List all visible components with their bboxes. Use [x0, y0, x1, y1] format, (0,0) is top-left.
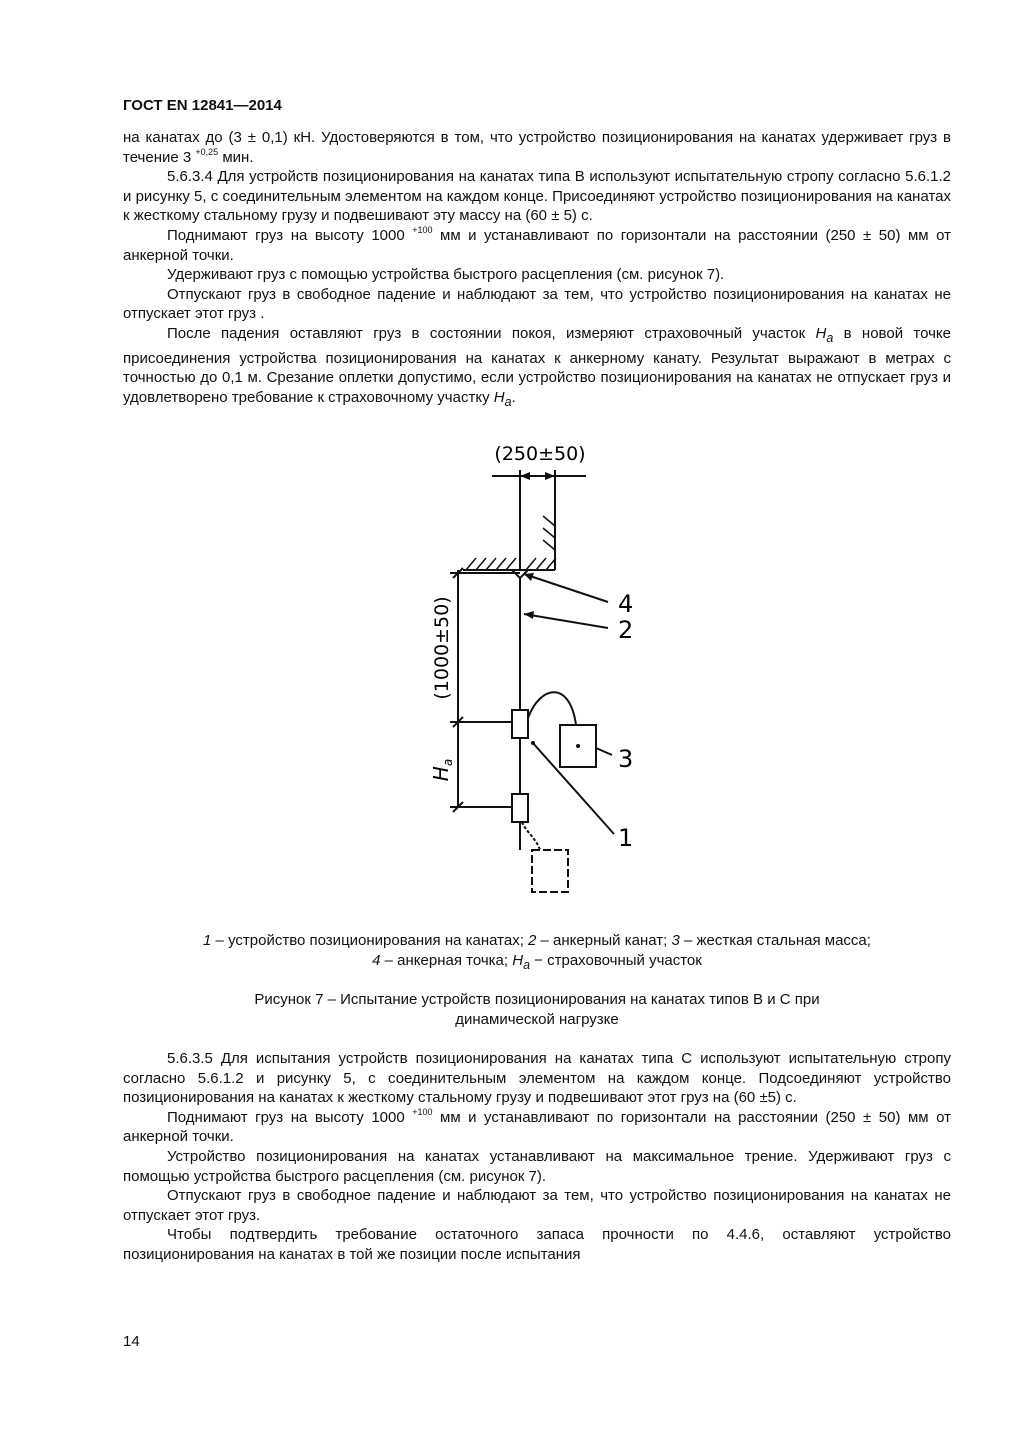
steel-mass-after: [532, 850, 568, 892]
figure-legend: [123, 931, 951, 975]
page-number: 14: [123, 1333, 140, 1350]
paragraph-5-6-3-5: 5.6.3.5 Для испытания устройств позиционирования на канатах типа С используют испытательную стропу согласно 5.6.1.2 и рисунку 5, с соединительным элементом на каждом конце. Подсоединяют устройство позиционирования на канатах к жесткому стальному грузу и подвешивают этот груз на (60 ±5) с.: [123, 1050, 951, 1107]
label-4: 4: [618, 590, 634, 618]
leader-2: [524, 614, 608, 628]
dimension-top-label: (250±50): [494, 443, 586, 465]
rope-positioning-device: [512, 710, 528, 738]
figure-7-svg: [400, 430, 660, 910]
label-2: 2: [618, 616, 634, 644]
rope-positioning-device-after: [512, 794, 528, 822]
paragraph: Поднимают груз на высоту 1000 $^{+100}$ мм и устанавливают по горизонтали на расстоянии (250 ± 50) мм от анкерной точки.: [123, 224, 951, 264]
paragraph: Поднимают груз на высоту 1000 $^{+100}$ мм и устанавливают по горизонтали на расстоянии (250 ± 50) мм от анкерной точки.: [123, 1106, 951, 1146]
dimension-left-label: (1000±50): [431, 596, 453, 700]
paragraph: Отпускают груз в свободное падение и наблюдают за тем, что устройство позиционирования на канатах не отпускает этот груз.: [123, 1187, 951, 1224]
label-3: 3: [618, 745, 634, 773]
dimension-ha-label: $H_a$: [429, 758, 455, 782]
figure-title-line-1: Рисунок 7 – Испытание устройств позиционирования на канатах типов В и С при: [254, 991, 820, 1008]
paragraph-5-6-3-4: 5.6.3.4 Для устройств позиционирования на канатах типа В используют испытательную стропу согласно 5.6.1.2 и рисунку 5, с соединительным элементом на каждом конце. Присоединяют устройство позиционирования на канатах к жесткому стальному грузу и подвешивают эту массу на (60 ± 5) с.: [123, 168, 951, 225]
leader-3: [596, 748, 612, 755]
leader-4: [524, 574, 608, 602]
connector: [528, 692, 576, 725]
document-header: ГОСТ EN 12841—2014: [123, 97, 282, 114]
figure-title: [123, 990, 951, 1029]
connector-after: [522, 822, 540, 850]
legend-line-1: 1 – устройство позиционирования на канатах; 2 – анкерный канат; 3 – жесткая стальная масса;: [203, 932, 871, 949]
paragraph: Удерживают груз с помощью устройства быстрого расцепления (см. рисунок 7).: [167, 266, 725, 284]
paragraph: После падения оставляют груз в состоянии покоя, измеряют страховочный участок $H_a$ в новой точке присоединения устройства позиционирования на канатах к анкерному канату. Результат выражают в метрах с точностью до 0,1 м. Срезание оплетки допустимо, если устройство позиционирования на канатах не отпускает груз и удовлетворено требование к страховочному участку $H_a$.: [123, 324, 952, 409]
paragraph: Отпускают груз в свободное падение и наблюдают за тем, что устройство позиционирования на канатах не отпускает этот груз .: [123, 285, 951, 323]
text-block-bottom: [123, 1049, 951, 1265]
paragraph: Чтобы подтвердить требование остаточного запаса прочности по 4.4.6, оставляют устройство позиционирования на канатах в той же позиции после испытания: [123, 1226, 951, 1263]
hatching: [466, 516, 556, 570]
label-1: 1: [618, 824, 634, 852]
legend-line-2: 4 – анкерная точка; $H_a$ − страховочный участок: [372, 951, 702, 972]
figure-title-line-2: динамической нагрузке: [455, 1010, 619, 1028]
figure-7-diagram: [400, 430, 660, 910]
paragraph: Устройство позиционирования на канатах устанавливают на максимальное трение. Удерживают груз с помощью устройства быстрого расцепления (см. рисунок 7).: [123, 1147, 951, 1185]
text-block-top: [123, 128, 951, 412]
paragraph: на канатах до (3 ± 0,1) кН. Удостоверяются в том, что устройство позиционирования на канатах удерживает груз в течение 3 $^{+0,25}$ мин.: [123, 129, 951, 166]
